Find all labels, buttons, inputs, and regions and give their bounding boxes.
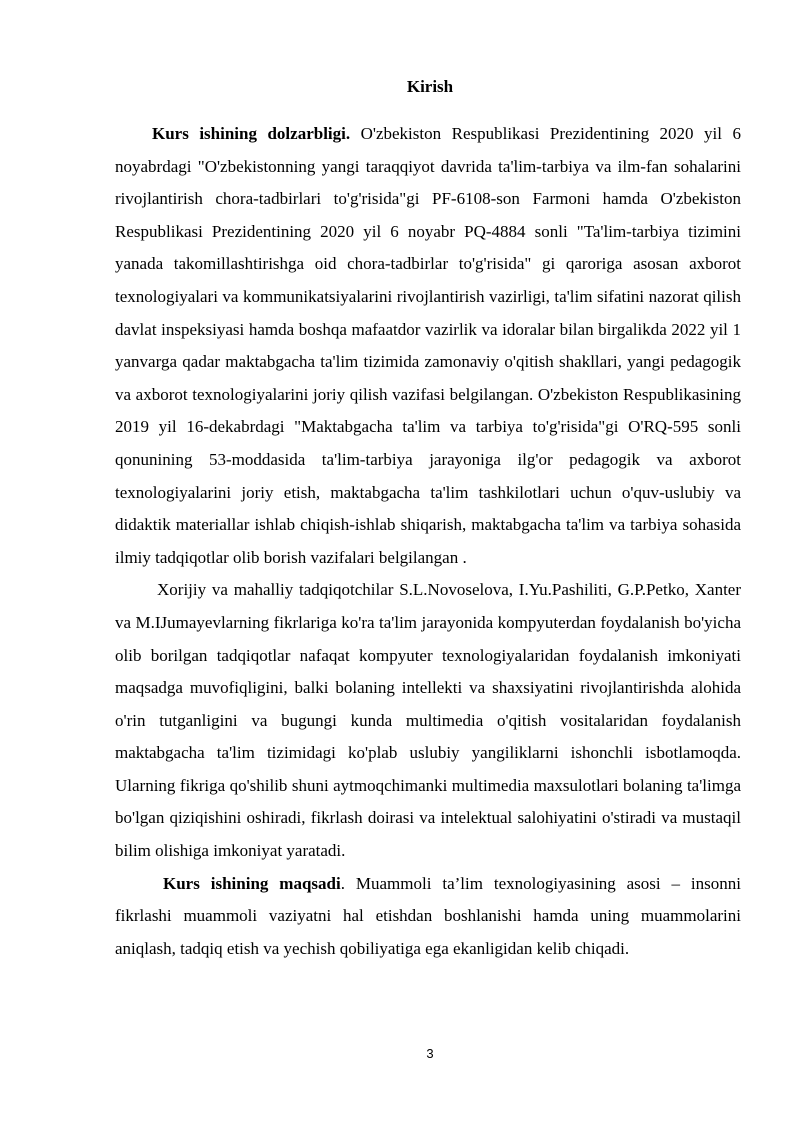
paragraph-purpose — [115, 868, 741, 966]
paragraph-relevance — [115, 118, 741, 574]
page-title: Kirish — [406, 77, 454, 96]
paragraph-lead: Kurs ishining maqsadi — [163, 873, 341, 893]
page-number: 3 — [426, 1046, 434, 1061]
paragraph-lead: Kurs ishining dolzarbligi. — [152, 124, 351, 143]
paragraph-text: . Muammoli ta’lim texnologiyasining asosi – insonni fikrlashi muammoli vaziyatni hal etishdan boshlanishi hamda uning muammolarini aniqlash, tadqiq etish va yechish qobiliyatiga ega ekanligidan kelib chiqadi. — [115, 873, 741, 958]
paragraph-researchers — [115, 574, 741, 867]
paragraph-text: O'zbekiston Respublikasi Prezidentining 2020 yil 6 noyabrdagi "O'zbekistonning yangi taraqqiyot davrida ta'lim-tarbiya va ilm-fan sohalarini rivojlantirish chora-tadbirlari to'g'risida"gi PF-6108-son Farmoni hamda O'zbekiston Respublikasi Prezidentining 2020 yil 6 noyabr PQ-4884 sonli "Ta'lim-tarbiya tizimini yanada takomillashtirishga oid chora-tadbirlar to'g'risida" gi qaroriga asosan axborot texnologiyalari va kommunikatsiyalarini rivojlantirish vazirligi, ta'lim sifatini nazorat qilish davlat inspeksiyasi hamda boshqa mafaatdor vazirlik va idoralar bilan birgalikda 2022 yil 1 yanvarga qadar maktabgacha ta'lim tizimida zamonaviy o'qitish shakllari, yangi pedagogik va axborot texnologiyalarini joriy qilish vazifasi belgilangan. O'zbekiston Respublikasining 2019 yil 16-dekabrdagi "Maktabgacha ta'lim va tarbiya to'g'risida"gi O'RQ-595 sonli qonunining 53-moddasida ta'lim-tarbiya jarayoniga ilg'or pedagogik va axborot texnologiyalarini joriy etish, maktabgacha ta'lim tashkilotlari uchun o'quv-uslubiy va didaktik materiallar ishlab chiqish-ishlab shiqarish, maktabgacha ta'lim va tarbiya sohasida ilmiy tadqiqotlar olib borish vazifalari belgilangan . — [115, 124, 741, 567]
document-body — [115, 118, 741, 965]
paragraph-text: Xorijiy va mahalliy tadqiqotchilar S.L.Novoselova, I.Yu.Pashiliti, G.P.Petko, Xanter va M.IJumayevlarning fikrlariga ko'ra ta'lim jarayonida kompyuterdan foydalanish bo'yicha olib borilgan tadqiqotlar nafaqat kompyuter texnologiyalaridan foydalanish imkoniyati maqsadga muvofiqligini, balki bolaning intellekti va shaxsiyatini rivojlantirishda alohida o'rin tutganligini va bugungi kunda multimedia o'qitish vositalaridan foydalanish maktabgacha ta'lim tizimidagi ko'plab uslubiy yangiliklarni ishonchli isbotlamoqda. Ularning fikriga qo'shilib shuni aytmoqchimanki multimedia maxsulotlari bolaning ta'limga bo'lgan qiziqishini oshiradi, fikrlash doirasi va intelektual salohiyatini o'stiradi va mustaqil bilim olishiga imkoniyat yaratadi. — [115, 580, 741, 861]
